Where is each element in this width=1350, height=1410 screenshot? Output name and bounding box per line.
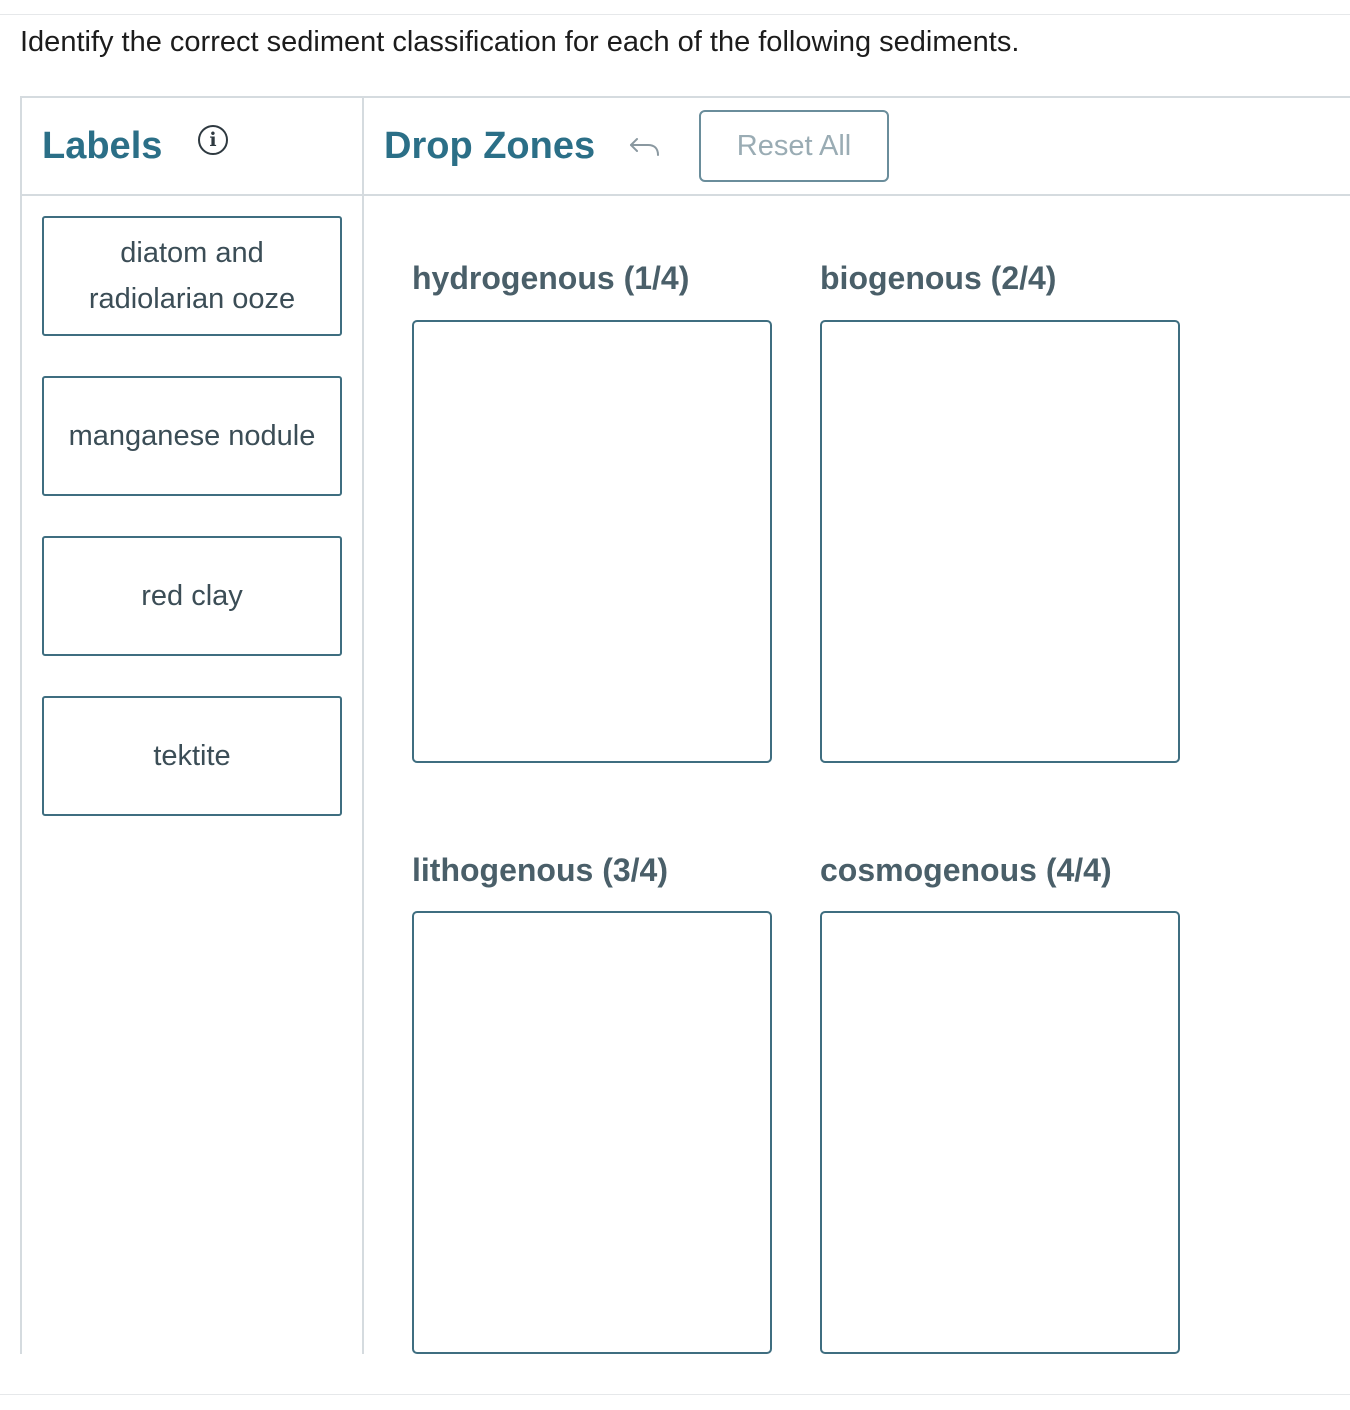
drop-zones-heading: Drop Zones bbox=[384, 125, 596, 167]
label-card-manganese-nodule[interactable]: manganese nodule bbox=[42, 376, 342, 496]
label-card-red-clay[interactable]: red clay bbox=[42, 536, 342, 656]
reset-all-button[interactable]: Reset All bbox=[699, 110, 889, 182]
zone-title-biogenous: biogenous (2/4) bbox=[820, 260, 1057, 296]
question-instruction: Identify the correct sediment classification for each of the following sediments. bbox=[20, 26, 1020, 58]
bottom-divider bbox=[0, 1394, 1350, 1395]
top-divider bbox=[0, 14, 1350, 15]
undo-arrow-icon[interactable] bbox=[628, 134, 662, 160]
drop-zone-lithogenous[interactable] bbox=[412, 911, 772, 1354]
column-divider bbox=[362, 96, 364, 1354]
drop-zone-cosmogenous[interactable] bbox=[820, 911, 1180, 1354]
header-divider bbox=[20, 194, 1350, 196]
labels-heading: Labels bbox=[42, 125, 163, 167]
label-card-tektite[interactable]: tektite bbox=[42, 696, 342, 816]
zone-title-hydrogenous: hydrogenous (1/4) bbox=[412, 260, 690, 296]
label-card-diatom-radiolarian-ooze[interactable]: diatom and radiolarian ooze bbox=[42, 216, 342, 336]
info-circle-icon[interactable]: i bbox=[198, 125, 228, 155]
zone-title-cosmogenous: cosmogenous (4/4) bbox=[820, 852, 1112, 888]
drop-zone-biogenous[interactable] bbox=[820, 320, 1180, 763]
drop-zone-hydrogenous[interactable] bbox=[412, 320, 772, 763]
zone-title-lithogenous: lithogenous (3/4) bbox=[412, 852, 668, 888]
